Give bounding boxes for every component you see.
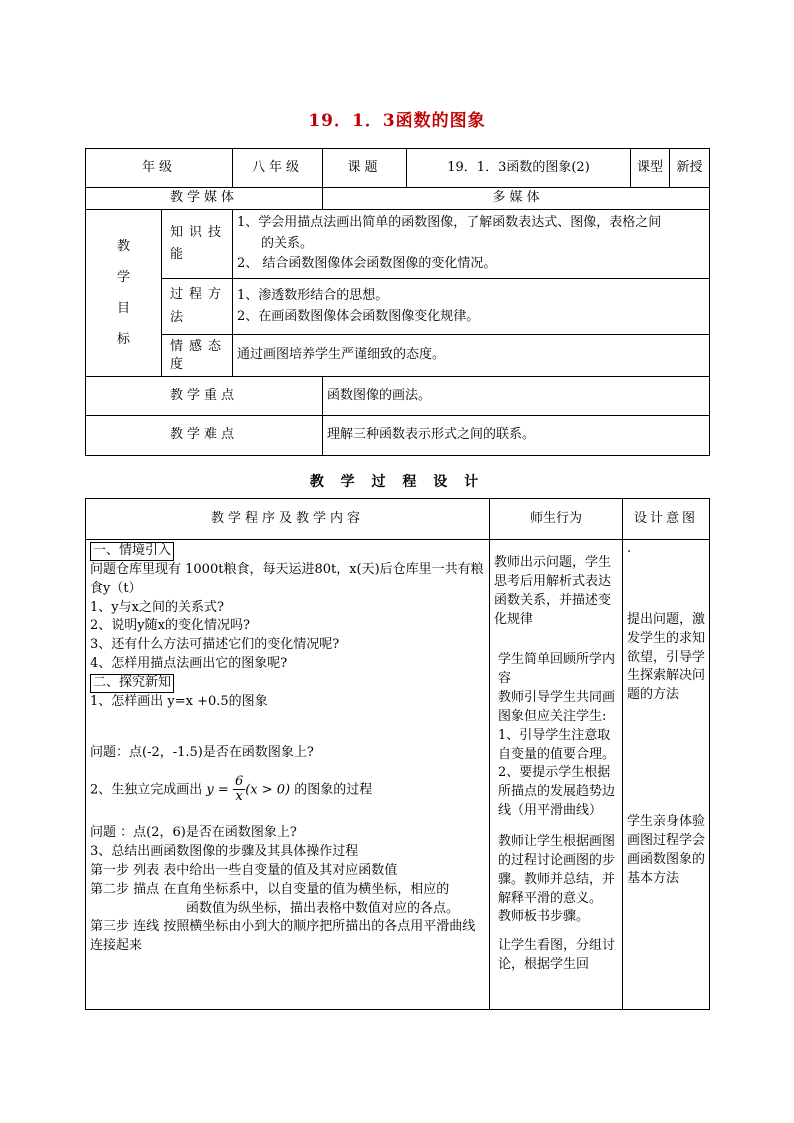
knowledge-label: 知识技能 bbox=[162, 210, 233, 279]
header-actions: 师生行为 bbox=[490, 499, 623, 540]
goals-label: 教学目标 bbox=[86, 210, 162, 377]
difficulty-value: 理解三种函数表示形式之间的联系。 bbox=[323, 416, 710, 456]
intro-question-2: 2、说明y随x的变化情况吗? bbox=[90, 618, 250, 634]
action-6: 教师让学生根据画图的过程讨论画图的步骤。教师并总结，并解释平滑的意义。 bbox=[498, 833, 616, 906]
document-title: 19．1．3函数的图象 bbox=[308, 111, 486, 131]
step-1: 第一步 列表 表中给出一些自变量的值及其对应函数值 bbox=[90, 862, 398, 878]
section-explore-heading: 二、探究新知 bbox=[90, 674, 174, 693]
design-intent: . 提出问题，激发学生的求知欲望，引导学生探索解决问题的方法 学生亲身体验画图过程学会画函数图象的基本方法 bbox=[623, 540, 710, 1010]
media-value: 多 媒 体 bbox=[323, 188, 710, 210]
explore-question-2: 问题 ：点(2，6)是否在函数图象上? bbox=[90, 825, 297, 841]
process-content bbox=[86, 540, 490, 1010]
action-1: 教师出示问题，学生思考后用解析式表达函数关系，并描述变化规律 bbox=[494, 555, 612, 627]
action-2: 学生简单回顾所学内容 bbox=[498, 652, 616, 687]
attitude-text: 通过画图培养学生严谨细致的态度。 bbox=[233, 335, 710, 377]
intro-question-3: 3、还有什么方法可描述它们的变化情况呢? bbox=[90, 637, 340, 653]
header-intent: 设计意图 bbox=[623, 499, 710, 540]
intro-question-4: 4、怎样用描点法画出它的图象呢? bbox=[90, 656, 288, 672]
explore-item-2: 2、生独立完成画出 y = $\frac{6}{x}$ (x > 0) 的图象的过程 bbox=[90, 773, 373, 804]
action-8: 让学生看图，分组讨论，根据学生回 bbox=[498, 938, 616, 973]
action-4: 1、引导学生注意取自变量的值要合理。 bbox=[498, 727, 616, 762]
explore-item-3: 3、总结出画函数图像的步骤及其具体操作过程 bbox=[90, 843, 359, 859]
process-table bbox=[85, 498, 710, 1010]
media-label: 教学媒体 bbox=[86, 188, 323, 210]
process-section-title: 教 学 过 程 设 计 bbox=[309, 474, 485, 490]
knowledge-text: 1、学会用描点法画出简单的函数图像，了解函数表达式、图像，表格之间 的关系。 2、 结合函数图像体会函数图像的变化情况。 bbox=[233, 210, 710, 279]
lesson-type-value: 新授 bbox=[670, 149, 710, 188]
header-content: 教学程序及教学内容 bbox=[86, 499, 490, 540]
intent-2: 学生亲身体验画图过程学会画函数图象的基本方法 bbox=[627, 814, 706, 886]
lesson-type-label: 课型 bbox=[631, 149, 670, 188]
explore-question-1: 问题：点(-2，-1.5)是否在函数图象上? bbox=[90, 744, 314, 760]
teacher-student-actions bbox=[490, 540, 623, 1010]
step-2: 第二步 描点 在直角坐标系中，以自变量的值为横坐标，相应的 bbox=[90, 881, 450, 897]
intro-question-1: 1、y与x之间的关系式? bbox=[90, 599, 224, 615]
key-point-label: 教学重点 bbox=[86, 377, 323, 416]
explore-item-1: 1、怎样画出 y=x +0.5的图象 bbox=[90, 693, 268, 709]
section-intro-heading: 一、情境引入 bbox=[90, 542, 174, 561]
process-method-label: 过程方法 bbox=[162, 279, 233, 335]
key-point-value: 函数图像的画法。 bbox=[323, 377, 710, 416]
action-3: 教师引导学生共同画图象但应关注学生: bbox=[498, 690, 616, 724]
intro-problem: 问题仓库里现有 1000t粮食，每天运进80t，x(天)后仓库里一共有粮食y（t） bbox=[90, 561, 484, 596]
topic-value: 19．1．3函数的图象(2) bbox=[407, 149, 631, 188]
process-method-text: 1、渗透数形结合的思想。 2、在画函数图像体会函数图像变化规律。 bbox=[233, 279, 710, 335]
attitude-label: 情感态度 bbox=[162, 335, 233, 377]
step-2-cont: 函数值为纵坐标，描出表格中数值对应的各点。 bbox=[186, 900, 460, 916]
fraction-6-over-x: $\frac{6}{x}$ bbox=[234, 773, 244, 804]
grade-value: 八年级 bbox=[233, 149, 323, 188]
action-7: 教师板书步骤。 bbox=[498, 909, 590, 925]
difficulty-label: 教学难点 bbox=[86, 416, 323, 456]
lesson-info-table bbox=[85, 148, 710, 456]
step-3: 第三步 连线 按照横坐标由小到大的顺序把所描出的各点用平滑曲线连接起来 bbox=[90, 919, 476, 954]
grade-label: 年级 bbox=[86, 149, 233, 188]
intent-1: 提出问题，激发学生的求知欲望，引导学生探索解决问题的方法 bbox=[627, 611, 706, 703]
action-5: 2、要提示学生根据所描点的发展趋势边线（用平滑曲线） bbox=[498, 765, 616, 819]
topic-label: 课题 bbox=[323, 149, 407, 188]
